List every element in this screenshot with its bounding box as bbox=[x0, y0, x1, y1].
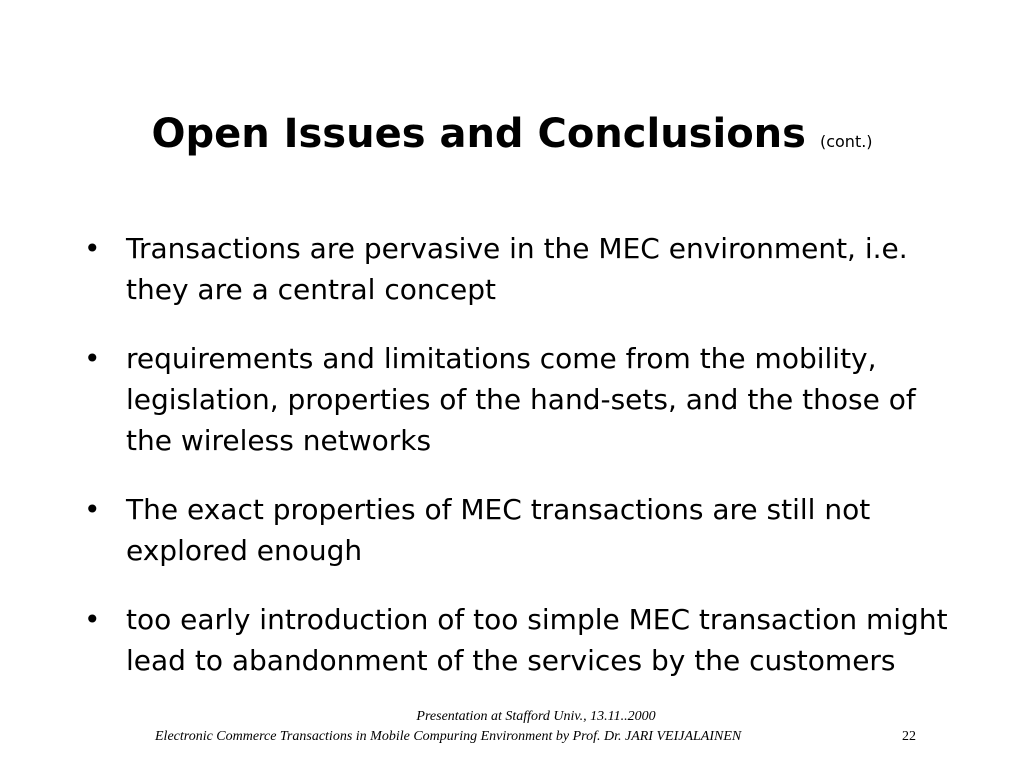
bullet-marker: • bbox=[84, 342, 101, 375]
bullet-marker: • bbox=[84, 232, 101, 265]
slide-title bbox=[0, 108, 1024, 168]
bullet-item bbox=[84, 338, 964, 461]
bullet-item bbox=[84, 489, 964, 571]
footer-presentation-info: Presentation at Stafford Univ., 13.11..2000 bbox=[416, 709, 656, 724]
bullet-item bbox=[84, 228, 964, 310]
slide-title-suffix: (cont.) bbox=[819, 132, 873, 151]
bullet-marker: • bbox=[84, 603, 101, 636]
slide-title-text: Open Issues and Conclusions bbox=[151, 111, 806, 157]
bullet-marker: • bbox=[84, 493, 101, 526]
bullet-text: too early introduction of too simple MEC transaction might lead to abandonment of the services by the customers bbox=[126, 603, 948, 677]
footer-course-info: Electronic Commerce Transactions in Mobile Compuring Environment by Prof. Dr. JARI VEIJALAINEN bbox=[155, 729, 742, 744]
bullet-text: requirements and limitations come from the mobility, legislation, properties of the hand-sets, and the those of the wireless networks bbox=[126, 342, 916, 457]
bullet-item bbox=[84, 599, 964, 681]
bullet-text: Transactions are pervasive in the MEC environment, i.e. they are a central concept bbox=[126, 232, 908, 306]
page-number: 22 bbox=[902, 729, 916, 744]
bullet-list bbox=[84, 228, 964, 709]
bullet-text: The exact properties of MEC transactions are still not explored enough bbox=[126, 493, 871, 567]
